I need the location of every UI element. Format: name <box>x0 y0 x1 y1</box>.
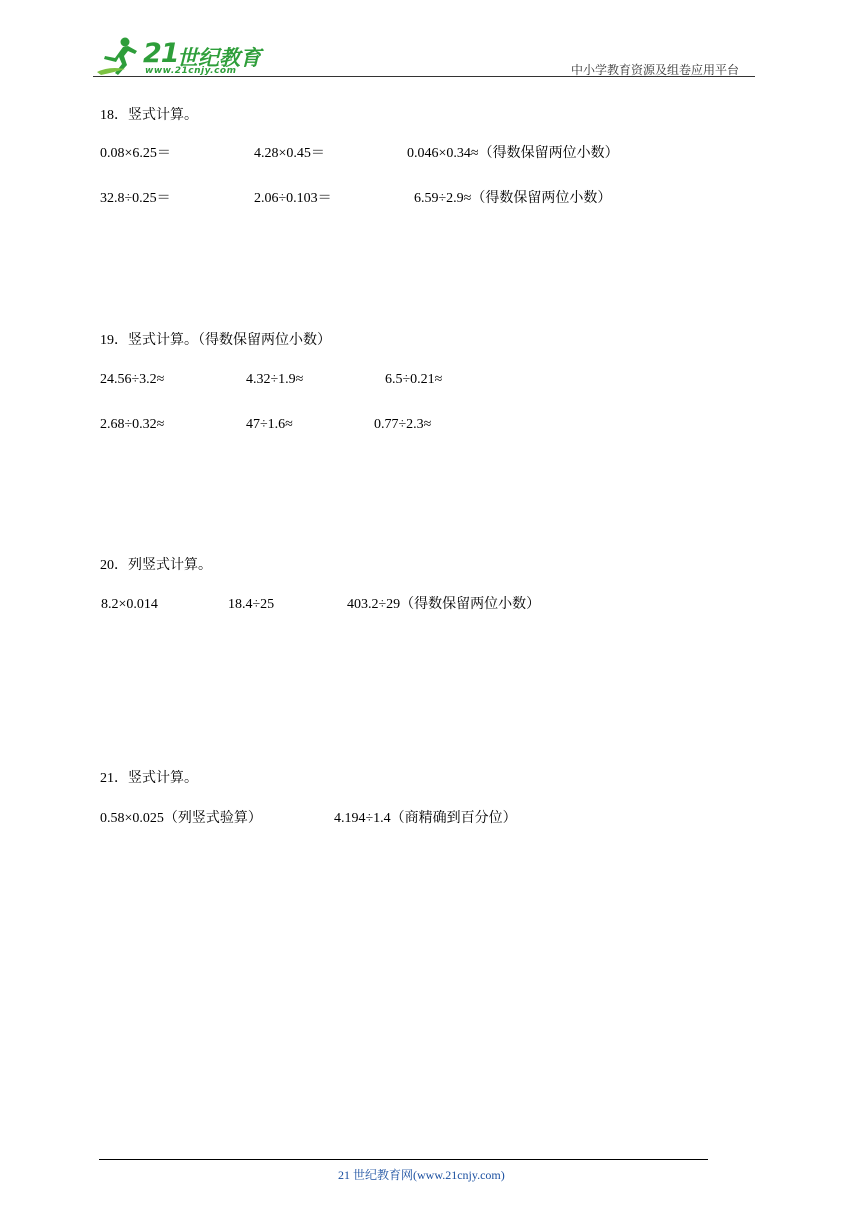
header-tagline: 中小学教育资源及组卷应用平台 <box>571 63 740 77</box>
runner-logo-icon <box>95 36 141 76</box>
problem-item: 403.2÷29（得数保留两位小数） <box>347 597 541 612</box>
problem-item: 4.28×0.45＝ <box>254 146 325 161</box>
problem-item: 2.68÷0.32≈ <box>100 417 165 432</box>
footer-divider <box>99 1159 708 1160</box>
problem-item: 0.046×0.34≈（得数保留两位小数） <box>407 146 619 161</box>
problem-item: 0.58×0.025（列竖式验算） <box>100 811 262 826</box>
question-title: 20．列竖式计算。 <box>100 558 212 573</box>
problem-item: 18.4÷25 <box>228 597 275 612</box>
problem-item: 4.194÷1.4（商精确到百分位） <box>334 811 517 826</box>
footer-text: 21 世纪教育网(www.21cnjy.com) <box>338 1168 505 1182</box>
logo-name: 世纪教育 <box>177 46 261 70</box>
question-title: 21．竖式计算。 <box>100 771 198 786</box>
problem-item: 47÷1.6≈ <box>246 417 293 432</box>
logo-number: 21 <box>143 38 179 69</box>
logo-url: www.21cnjy.com <box>145 66 237 76</box>
problem-item: 0.77÷2.3≈ <box>374 417 432 432</box>
problem-item: 4.32÷1.9≈ <box>246 372 304 387</box>
problem-item: 0.08×6.25＝ <box>100 146 171 161</box>
problem-item: 32.8÷0.25＝ <box>100 191 171 206</box>
problem-item: 6.59÷2.9≈（得数保留两位小数） <box>414 191 612 206</box>
problem-item: 6.5÷0.21≈ <box>385 372 443 387</box>
question-title: 18．竖式计算。 <box>100 108 198 123</box>
problem-item: 2.06÷0.103＝ <box>254 191 332 206</box>
logo <box>95 36 260 78</box>
header-divider <box>93 76 755 77</box>
problem-item: 24.56÷3.2≈ <box>100 372 165 387</box>
question-title: 19．竖式计算。（得数保留两位小数） <box>100 333 331 348</box>
problem-item: 8.2×0.014 <box>101 597 158 612</box>
